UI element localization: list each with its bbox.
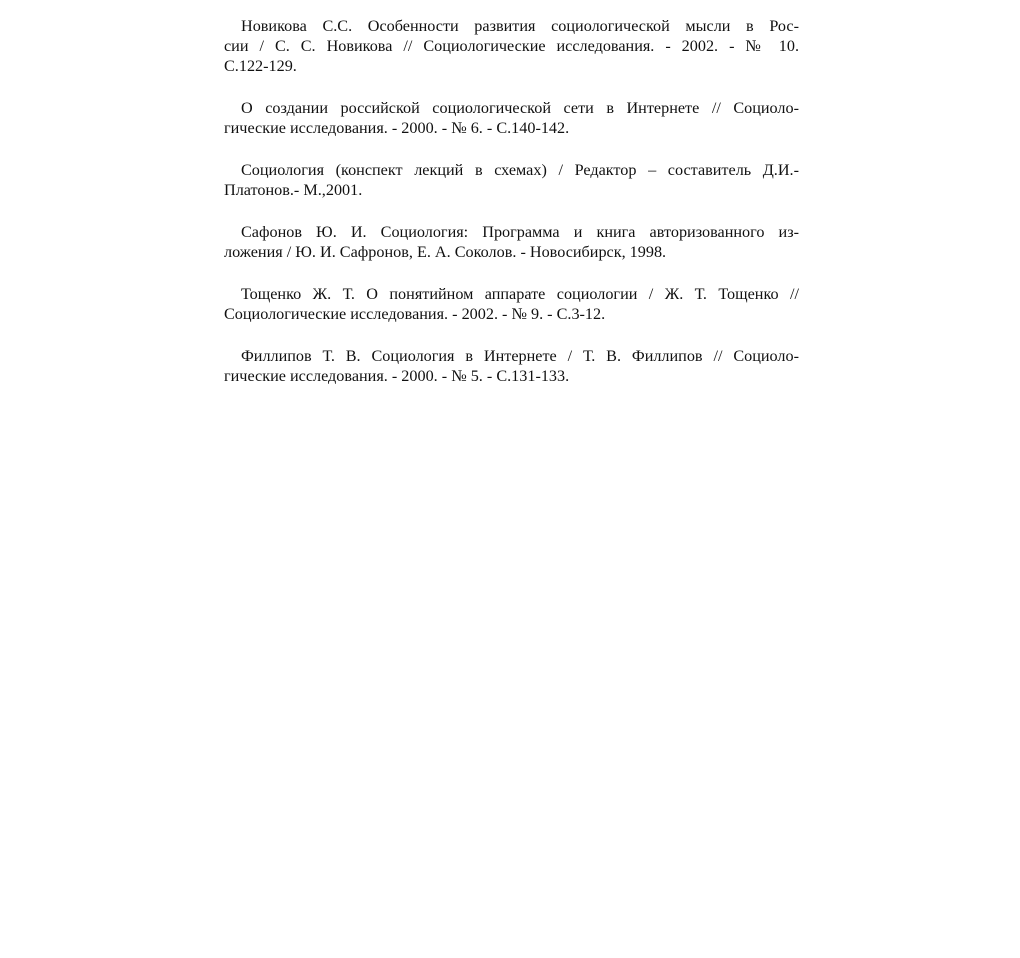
reference-line: Платонов.- М.,2001. — [224, 181, 363, 199]
reference-line: гические исследования. - 2000. - № 5. - С.131-133. — [224, 367, 570, 385]
reference-line: С.122-129. — [224, 57, 297, 75]
reference-item-fillipov — [224, 346, 799, 386]
reference-item-safonov — [224, 222, 799, 262]
reference-line: О создании российской социологической сети в Интернете // Социоло- — [241, 99, 799, 117]
reference-line: Социология (конспект лекций в схемах) / Редактор – составитель Д.И.- — [241, 161, 799, 179]
reference-line: Филлипов Т. В. Социология в Интернете / Т. В. Филлипов // Социоло- — [241, 347, 799, 365]
reference-list — [224, 16, 799, 408]
reference-line: Тощенко Ж. Т. О понятийном аппарате социологии / Ж. Т. Тощенко // — [241, 285, 799, 303]
reference-item-novikova — [224, 16, 799, 76]
reference-line: гические исследования. - 2000. - № 6. - С.140-142. — [224, 119, 570, 137]
reference-line: Сафонов Ю. И. Социология: Программа и книга авторизованного из- — [241, 223, 799, 241]
reference-item-sozdanii — [224, 98, 799, 138]
reference-line: Новикова С.С. Особенности развития социологической мысли в Рос- — [241, 17, 799, 35]
reference-line: ложения / Ю. И. Сафронов, Е. А. Соколов. - Новосибирск, 1998. — [224, 243, 667, 261]
reference-item-sociologiya — [224, 160, 799, 200]
reference-line: сии / С. С. Новикова // Социологические исследования. - 2002. - № 10. — [224, 37, 799, 55]
reference-item-toshchenko — [224, 284, 799, 324]
reference-line: Социологические исследования. - 2002. - № 9. - С.3-12. — [224, 305, 606, 323]
